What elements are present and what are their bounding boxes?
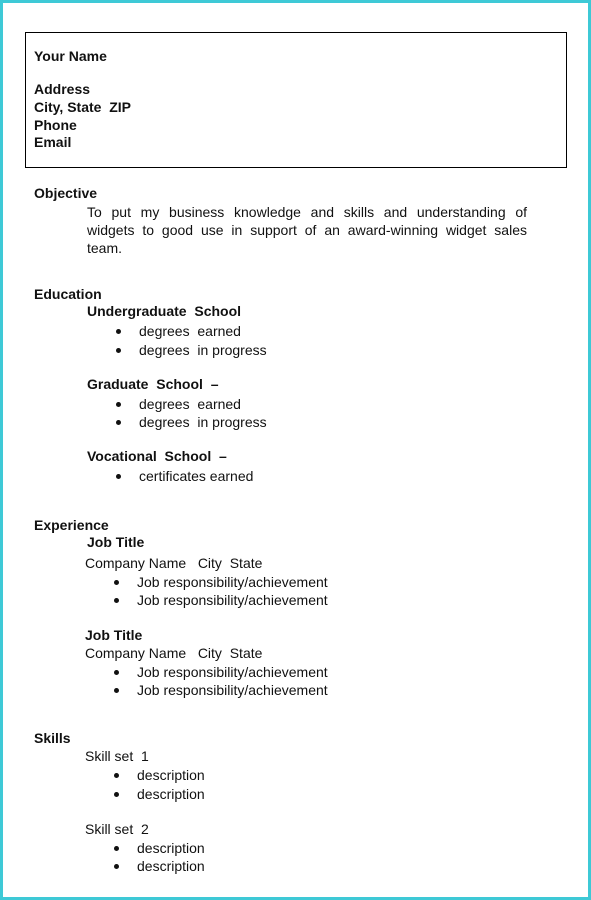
bullet-icon bbox=[114, 580, 119, 585]
address: Address bbox=[34, 81, 91, 97]
job-title: Job Title bbox=[85, 627, 143, 643]
email: Email bbox=[34, 134, 72, 150]
school-title: Graduate School – bbox=[87, 376, 219, 392]
objective-line: widgets to good use in support of an award-winning widget sales bbox=[87, 222, 527, 238]
list-item: description bbox=[137, 767, 205, 783]
list-item: description bbox=[137, 786, 205, 802]
list-item: Job responsibility/achievement bbox=[137, 664, 328, 680]
bullet-icon bbox=[116, 402, 121, 407]
bullet-icon bbox=[114, 846, 119, 851]
company-line: Company Name City State bbox=[85, 555, 263, 571]
list-item: degrees earned bbox=[139, 323, 241, 339]
bullet-icon bbox=[116, 474, 121, 479]
bullet-icon bbox=[114, 864, 119, 869]
skill-set-title: Skill set 1 bbox=[85, 748, 149, 764]
education-heading: Education bbox=[34, 286, 102, 302]
objective-heading: Objective bbox=[34, 185, 98, 201]
list-item: certificates earned bbox=[139, 468, 254, 484]
experience-heading: Experience bbox=[34, 517, 109, 533]
bullet-icon bbox=[114, 773, 119, 778]
objective-line: team. bbox=[87, 240, 123, 256]
list-item: description bbox=[137, 858, 205, 874]
list-item: description bbox=[137, 840, 205, 856]
company-line: Company Name City State bbox=[85, 645, 263, 661]
list-item: Job responsibility/achievement bbox=[137, 592, 328, 608]
skill-set-title: Skill set 2 bbox=[85, 821, 149, 837]
list-item: Job responsibility/achievement bbox=[137, 574, 328, 590]
job-title: Job Title bbox=[87, 534, 145, 550]
bullet-icon bbox=[116, 348, 121, 353]
skills-heading: Skills bbox=[34, 730, 71, 746]
list-item: Job responsibility/achievement bbox=[137, 682, 328, 698]
bullet-icon bbox=[114, 792, 119, 797]
phone: Phone bbox=[34, 117, 77, 133]
bullet-icon bbox=[114, 598, 119, 603]
list-item: degrees in progress bbox=[139, 414, 267, 430]
objective-text bbox=[87, 203, 527, 257]
bullet-icon bbox=[114, 670, 119, 675]
school-title: Vocational School – bbox=[87, 448, 227, 464]
list-item: degrees earned bbox=[139, 396, 241, 412]
city-state-zip: City, State ZIP bbox=[34, 99, 131, 115]
bullet-icon bbox=[116, 420, 121, 425]
school-title: Undergraduate School bbox=[87, 303, 242, 319]
your-name: Your Name bbox=[34, 48, 107, 64]
list-item: degrees in progress bbox=[139, 342, 267, 358]
bullet-icon bbox=[116, 329, 121, 334]
objective-line: To put my business knowledge and skills and understanding of bbox=[87, 204, 527, 220]
bullet-icon bbox=[114, 688, 119, 693]
